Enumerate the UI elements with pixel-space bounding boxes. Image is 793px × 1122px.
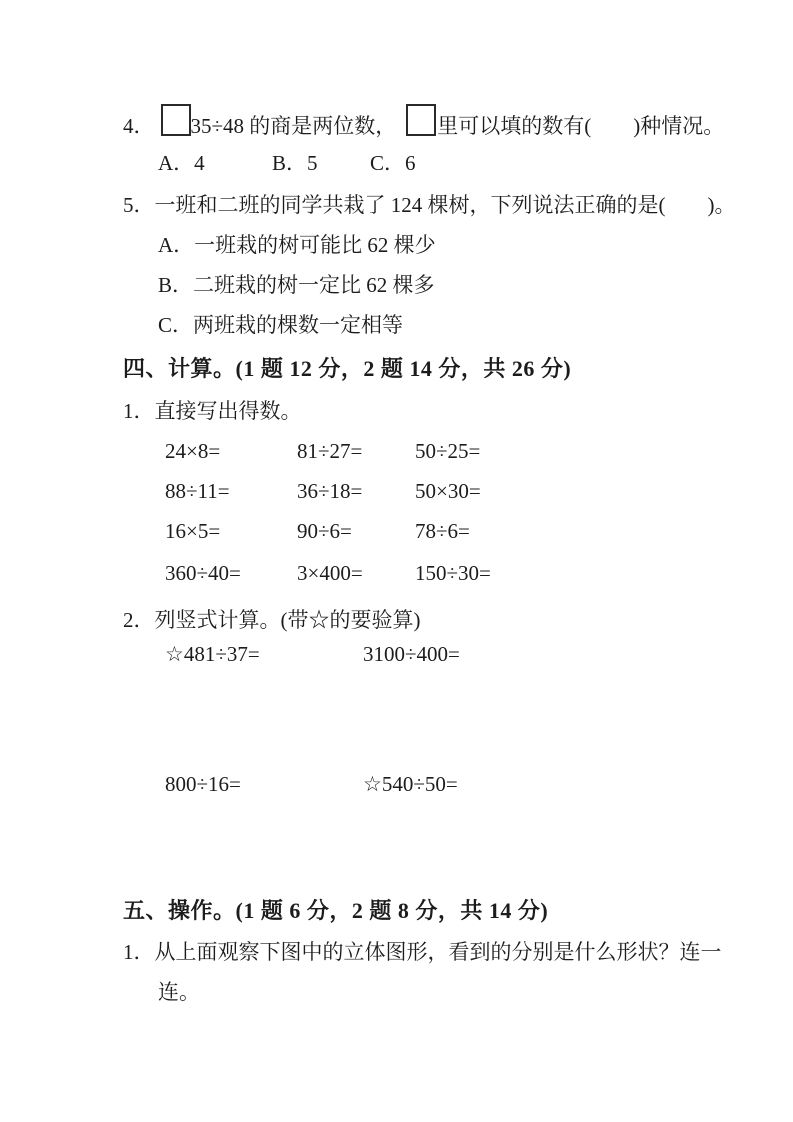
oral-calc-expression: 3×400=: [297, 561, 363, 585]
oral-calc-expression: 50×30=: [415, 479, 481, 503]
vertical-calc-expression: 3100÷400=: [363, 642, 460, 666]
oral-calc-expression: 16×5=: [165, 519, 221, 543]
oral-calc-expression: 78÷6=: [415, 519, 470, 543]
oral-calc-row: [165, 519, 685, 544]
vertical-calc-expression: ☆481÷37=: [165, 642, 260, 666]
question-4-text-part1: 35÷48 的商是两位数，: [190, 114, 397, 138]
section-wu-q1-line1: 1．从上面观察下图中的立体图形，看到的分别是什么形状？连一: [123, 940, 722, 964]
question-4-option-c: C．6: [370, 151, 416, 175]
blank-square-icon: [406, 104, 436, 136]
oral-calc-row: [165, 439, 685, 464]
section-wu-q1-line2: 连。: [158, 980, 200, 1004]
vertical-calc-expression: ☆540÷50=: [363, 772, 458, 796]
oral-calc-expression: 360÷40=: [165, 561, 241, 585]
question-4-text-part2: 里可以填的数有( )种情况。: [437, 114, 725, 138]
oral-calc-row: [165, 479, 685, 504]
question-5-option-c: C．两班栽的棵数一定相等: [158, 313, 404, 337]
section-wu-title: 五、操作。(1 题 6 分，2 题 8 分，共 14 分): [123, 898, 549, 923]
oral-calc-expression: 50÷25=: [415, 439, 481, 463]
oral-calc-expression: 90÷6=: [297, 519, 352, 543]
question-4-option-b: B．5: [272, 151, 318, 175]
question-4-number: 4．: [123, 114, 155, 138]
section-si-title: 四、计算。(1 题 12 分，2 题 14 分，共 26 分): [123, 356, 572, 381]
oral-calc-row: [165, 561, 685, 586]
question-4-option-a: A．4: [158, 151, 205, 175]
question-5: [123, 189, 735, 219]
oral-calc-expression: 88÷11=: [165, 479, 230, 503]
section-si-q2-label: 2．列竖式计算。(带☆的要验算): [123, 608, 421, 632]
blank-square-icon: [161, 104, 191, 136]
vertical-calc-expression: 800÷16=: [165, 772, 241, 796]
question-4: [123, 104, 724, 143]
oral-calc-expression: 36÷18=: [297, 479, 363, 503]
question-5-option-a: A．一班栽的树可能比 62 棵少: [158, 233, 436, 257]
oral-calc-expression: 24×8=: [165, 439, 221, 463]
vertical-calc-row: [165, 772, 645, 797]
vertical-calc-row: [165, 642, 645, 667]
question-5-text: 一班和二班的同学共栽了 124 棵树，下列说法正确的是( )。: [154, 193, 736, 217]
oral-calc-expression: 81÷27=: [297, 439, 363, 463]
question-5-number: 5．: [123, 193, 155, 217]
section-si-q1-label: 1．直接写出得数。: [123, 399, 302, 423]
question-5-option-b: B．二班栽的树一定比 62 棵多: [158, 273, 435, 297]
oral-calc-expression: 150÷30=: [415, 561, 491, 585]
